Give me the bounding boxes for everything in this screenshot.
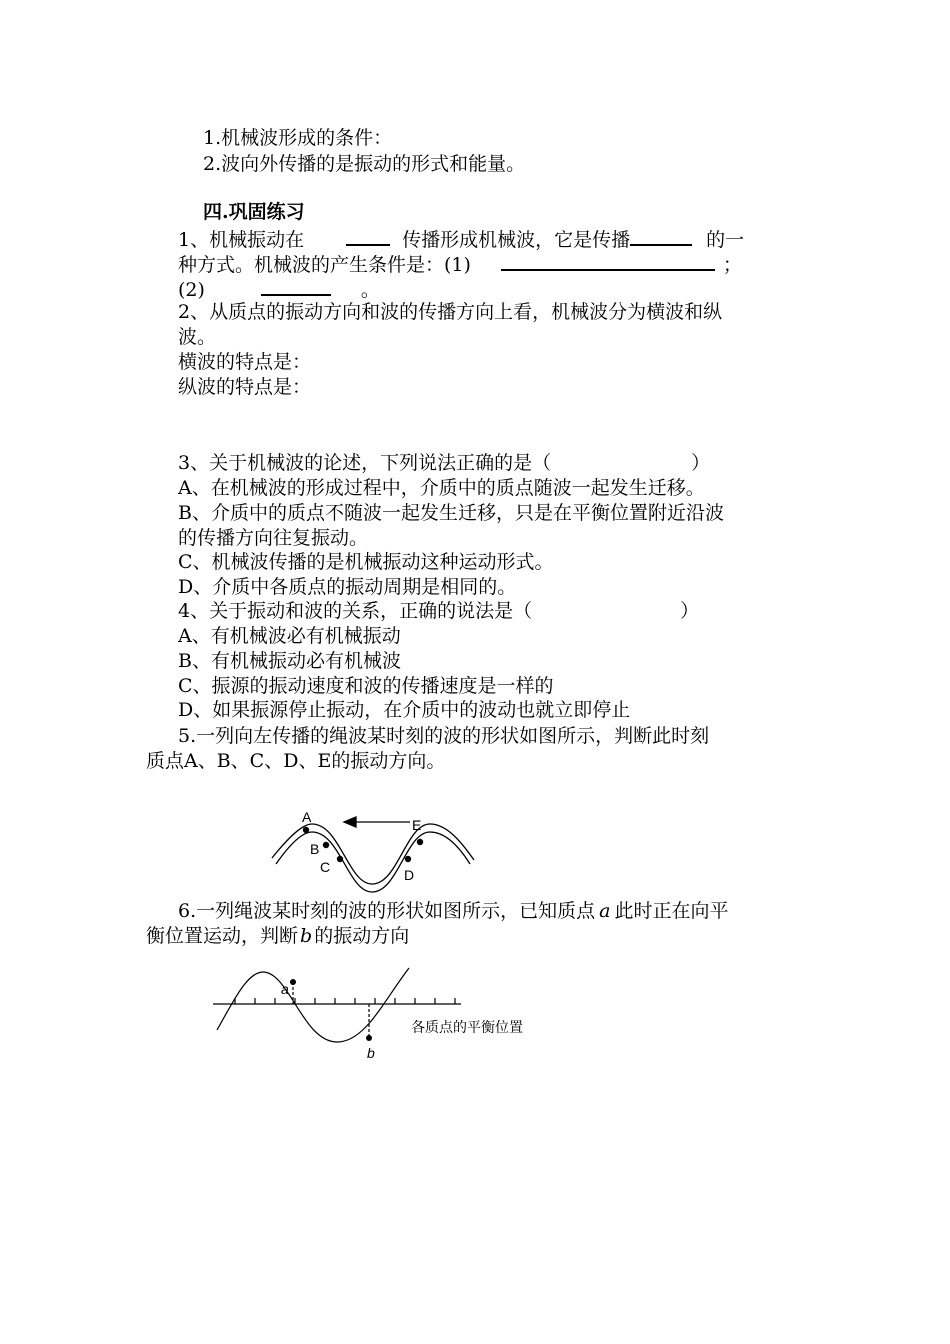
q1-blank-condition-2 (261, 276, 331, 296)
q3-option-a: A、在机械波的形成过程中，介质中的质点随波一起发生迁移。 (178, 477, 705, 499)
q1-line-2 (178, 251, 742, 277)
q4-stem-text: 4、关于振动和波的关系，正确的说法是（ (178, 600, 533, 622)
q5-arrow (344, 817, 410, 827)
q1-text-d: 种方式。机械波的产生条件是：(1) (178, 254, 471, 276)
q5-wave-upper (272, 824, 474, 884)
q1-text-f: (2) (178, 279, 205, 301)
q6-label-a: a (281, 981, 289, 997)
q1-line-1 (178, 226, 744, 252)
q5-line-2: 质点A、B、C、D、E的振动方向。 (146, 750, 446, 772)
q2-line-2: 波。 (178, 326, 217, 348)
q1-text-a: 1、机械振动在 (178, 229, 305, 251)
q3-option-b-line-2: 的传播方向往复振动。 (178, 527, 369, 549)
q5-label-a: A (302, 809, 312, 825)
q6-line-2 (146, 924, 409, 948)
q5-point-b (323, 842, 329, 848)
q4-stem (178, 599, 699, 623)
q3-stem (178, 451, 710, 475)
q5-label-d: D (404, 867, 415, 883)
q6-var-b: b (300, 925, 313, 947)
q4-option-c: C、振源的振动速度和波的传播速度是一样的 (178, 675, 554, 697)
q1-blank-medium (346, 226, 390, 246)
q2-longitudinal-label: 纵波的特点是： (178, 376, 312, 398)
q6-label-b: b (367, 1045, 375, 1061)
q6-point-b (366, 1035, 372, 1041)
q3-option-d: D、介质中各质点的振动周期是相同的。 (178, 576, 517, 598)
q5-wave-figure (260, 800, 490, 900)
q6-caption: 各质点的平衡位置 (411, 1019, 523, 1035)
section-heading: 四.巩固练习 (203, 201, 305, 223)
q6-var-a: a (599, 900, 611, 922)
q2-line-1: 2、从质点的振动方向和波的传播方向上看，机械波分为横波和纵 (178, 301, 723, 323)
q1-blank-content (630, 226, 692, 246)
q1-blank-condition-1 (501, 251, 715, 271)
q6-wave-figure (205, 962, 555, 1072)
q4-option-b: B、有机械振动必有机械波 (178, 650, 401, 672)
q4-option-d: D、如果振源停止振动，在介质中的波动也就立即停止 (178, 699, 631, 721)
q6-ticks (235, 998, 455, 1004)
q1-text-e: ； (722, 254, 742, 276)
q5-label-c: C (320, 859, 331, 875)
q6-point-a (290, 979, 296, 985)
q3-option-c: C、机械波传播的是机械振动这种运动形式。 (178, 551, 554, 573)
q5-point-d (405, 856, 411, 862)
q3-stem-text: 3、关于机械波的论述，下列说法正确的是（ (178, 452, 552, 474)
q1-text-c: 的一 (706, 229, 745, 251)
q1-text-g: 。 (360, 279, 380, 301)
q6-text-c: 衡位置运动，判断 (146, 925, 299, 947)
q4-option-a: A、有机械波必有机械振动 (178, 625, 401, 647)
q5-point-c (337, 856, 343, 862)
q5-label-b: B (310, 841, 320, 857)
q6-text-a: 6.一列绳波某时刻的波的形状如图所示，已知质点 (178, 900, 596, 922)
q6-text-d: 的振动方向 (314, 925, 410, 947)
q5-line-1: 5.一列向左传播的绳波某时刻的波的形状如图所示，判断此时刻 (178, 725, 710, 747)
q1-line-3 (178, 276, 380, 302)
q5-point-a (303, 827, 309, 833)
q1-text-b: 传播形成机械波，它是传播 (402, 229, 631, 251)
q6-text-b: 此时正在向平 (614, 900, 729, 922)
q6-line-1 (178, 899, 728, 923)
q4-paren-close: ） (680, 600, 700, 622)
q5-label-e: E (412, 817, 422, 833)
summary-item-1: 1.机械波形成的条件： (203, 127, 393, 149)
summary-item-2: 2.波向外传播的是振动的形式和能量。 (203, 153, 526, 175)
q5-wave-lower (276, 832, 470, 892)
q2-transverse-label: 横波的特点是： (178, 351, 312, 373)
q6-wave-curve (217, 968, 409, 1042)
q3-paren-close: ） (691, 452, 711, 474)
q3-option-b-line-1: B、介质中的质点不随波一起发生迁移，只是在平衡位置附近沿波 (178, 502, 724, 524)
q5-point-e (417, 839, 423, 845)
